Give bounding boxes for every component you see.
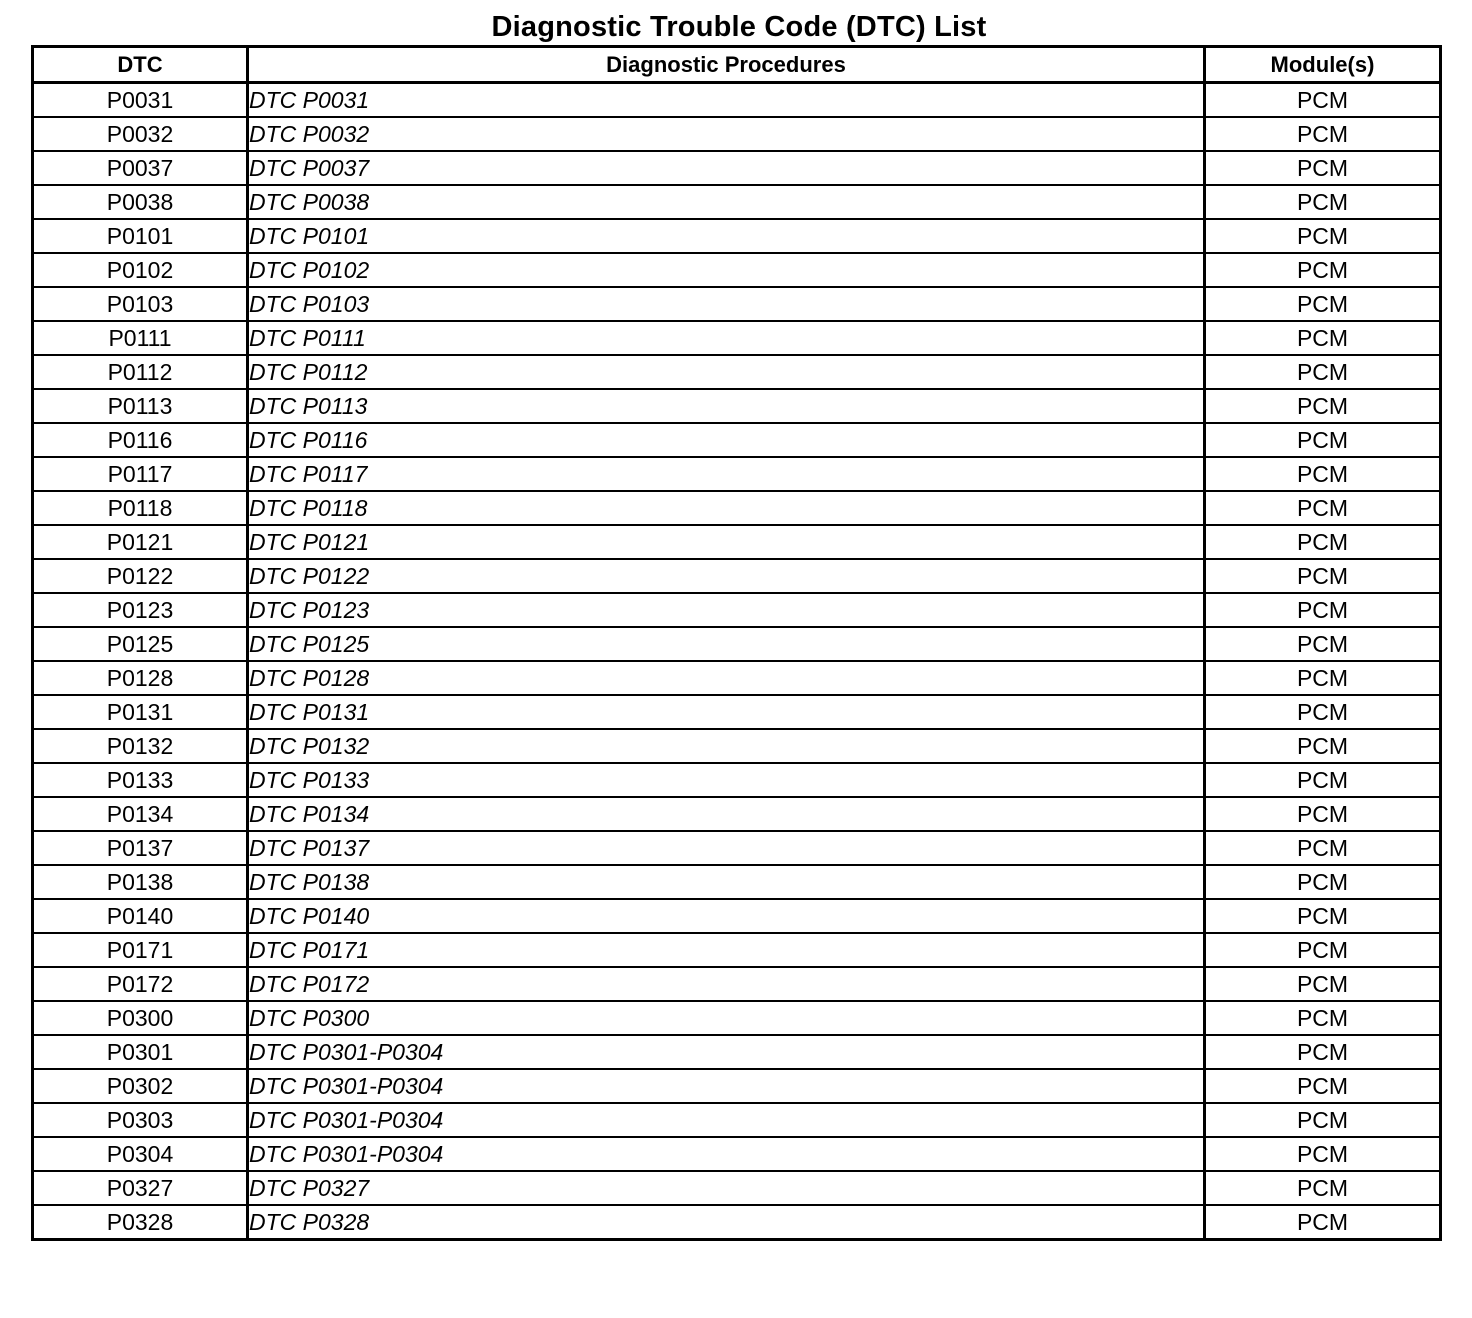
dtc-code-cell: P0113 [33, 389, 248, 423]
column-header-dtc: DTC [33, 47, 248, 83]
dtc-code-cell: P0031 [33, 83, 248, 118]
dtc-code-cell: P0111 [33, 321, 248, 355]
dtc-code-cell: P0102 [33, 253, 248, 287]
module-cell: PCM [1205, 933, 1441, 967]
table-row [33, 321, 1441, 355]
module-cell: PCM [1205, 1069, 1441, 1103]
table-row [33, 797, 1441, 831]
dtc-code-cell: P0172 [33, 967, 248, 1001]
procedure-link[interactable]: DTC P0128 [248, 661, 1205, 695]
procedure-link[interactable]: DTC P0140 [248, 899, 1205, 933]
module-cell: PCM [1205, 967, 1441, 1001]
module-cell: PCM [1205, 83, 1441, 118]
dtc-code-cell: P0128 [33, 661, 248, 695]
module-cell: PCM [1205, 1035, 1441, 1069]
dtc-code-cell: P0122 [33, 559, 248, 593]
dtc-code-cell: P0328 [33, 1205, 248, 1240]
dtc-code-cell: P0121 [33, 525, 248, 559]
table-row [33, 355, 1441, 389]
table-row [33, 491, 1441, 525]
procedure-link[interactable]: DTC P0301-P0304 [248, 1137, 1205, 1171]
table-row [33, 763, 1441, 797]
dtc-code-cell: P0117 [33, 457, 248, 491]
table-row [33, 661, 1441, 695]
table-row [33, 593, 1441, 627]
dtc-code-cell: P0037 [33, 151, 248, 185]
table-row [33, 899, 1441, 933]
dtc-code-cell: P0123 [33, 593, 248, 627]
module-cell: PCM [1205, 559, 1441, 593]
column-header-modules: Module(s) [1205, 47, 1441, 83]
module-cell: PCM [1205, 729, 1441, 763]
procedure-link[interactable]: DTC P0031 [248, 83, 1205, 118]
table-row [33, 831, 1441, 865]
procedure-link[interactable]: DTC P0300 [248, 1001, 1205, 1035]
module-cell: PCM [1205, 457, 1441, 491]
module-cell: PCM [1205, 253, 1441, 287]
module-cell: PCM [1205, 287, 1441, 321]
procedure-link[interactable]: DTC P0117 [248, 457, 1205, 491]
table-row [33, 1069, 1441, 1103]
module-cell: PCM [1205, 593, 1441, 627]
table-row [33, 627, 1441, 661]
module-cell: PCM [1205, 1001, 1441, 1035]
procedure-link[interactable]: DTC P0171 [248, 933, 1205, 967]
procedure-link[interactable]: DTC P0102 [248, 253, 1205, 287]
table-row [33, 253, 1441, 287]
module-cell: PCM [1205, 525, 1441, 559]
dtc-code-cell: P0112 [33, 355, 248, 389]
dtc-code-cell: P0138 [33, 865, 248, 899]
dtc-code-cell: P0140 [33, 899, 248, 933]
procedure-link[interactable]: DTC P0138 [248, 865, 1205, 899]
dtc-table [31, 45, 1442, 1241]
dtc-code-cell: P0137 [33, 831, 248, 865]
procedure-link[interactable]: DTC P0125 [248, 627, 1205, 661]
table-row [33, 83, 1441, 118]
module-cell: PCM [1205, 695, 1441, 729]
procedure-link[interactable]: DTC P0132 [248, 729, 1205, 763]
procedure-link[interactable]: DTC P0118 [248, 491, 1205, 525]
module-cell: PCM [1205, 763, 1441, 797]
procedure-link[interactable]: DTC P0301-P0304 [248, 1069, 1205, 1103]
module-cell: PCM [1205, 831, 1441, 865]
procedure-link[interactable]: DTC P0137 [248, 831, 1205, 865]
table-row [33, 559, 1441, 593]
table-row [33, 1035, 1441, 1069]
table-header-row [33, 47, 1441, 83]
module-cell: PCM [1205, 355, 1441, 389]
module-cell: PCM [1205, 117, 1441, 151]
dtc-code-cell: P0301 [33, 1035, 248, 1069]
procedure-link[interactable]: DTC P0113 [248, 389, 1205, 423]
module-cell: PCM [1205, 321, 1441, 355]
procedure-link[interactable]: DTC P0301-P0304 [248, 1035, 1205, 1069]
table-row [33, 287, 1441, 321]
dtc-code-cell: P0171 [33, 933, 248, 967]
table-row [33, 933, 1441, 967]
table-row [33, 1001, 1441, 1035]
module-cell: PCM [1205, 661, 1441, 695]
dtc-code-cell: P0327 [33, 1171, 248, 1205]
column-header-procedures: Diagnostic Procedures [248, 47, 1205, 83]
module-cell: PCM [1205, 185, 1441, 219]
module-cell: PCM [1205, 1171, 1441, 1205]
dtc-code-cell: P0302 [33, 1069, 248, 1103]
procedure-link[interactable]: DTC P0327 [248, 1171, 1205, 1205]
procedure-link[interactable]: DTC P0111 [248, 321, 1205, 355]
table-row [33, 185, 1441, 219]
table-row [33, 1205, 1441, 1240]
module-cell: PCM [1205, 865, 1441, 899]
dtc-code-cell: P0133 [33, 763, 248, 797]
dtc-code-cell: P0300 [33, 1001, 248, 1035]
table-row [33, 525, 1441, 559]
table-row [33, 423, 1441, 457]
procedure-link[interactable]: DTC P0101 [248, 219, 1205, 253]
dtc-code-cell: P0032 [33, 117, 248, 151]
module-cell: PCM [1205, 899, 1441, 933]
table-row [33, 219, 1441, 253]
dtc-code-cell: P0103 [33, 287, 248, 321]
procedure-link[interactable]: DTC P0116 [248, 423, 1205, 457]
table-row [33, 117, 1441, 151]
dtc-code-cell: P0038 [33, 185, 248, 219]
table-row [33, 729, 1441, 763]
procedure-link[interactable]: DTC P0133 [248, 763, 1205, 797]
dtc-code-cell: P0134 [33, 797, 248, 831]
module-cell: PCM [1205, 423, 1441, 457]
procedure-link[interactable]: DTC P0121 [248, 525, 1205, 559]
table-row [33, 457, 1441, 491]
table-row [33, 1171, 1441, 1205]
procedure-link[interactable]: DTC P0131 [248, 695, 1205, 729]
procedure-link[interactable]: DTC P0172 [248, 967, 1205, 1001]
table-row [33, 1103, 1441, 1137]
dtc-code-cell: P0125 [33, 627, 248, 661]
dtc-code-cell: P0101 [33, 219, 248, 253]
table-row [33, 151, 1441, 185]
table-row [33, 1137, 1441, 1171]
module-cell: PCM [1205, 627, 1441, 661]
table-row [33, 695, 1441, 729]
table-row [33, 865, 1441, 899]
procedure-link[interactable]: DTC P0328 [248, 1205, 1205, 1240]
procedure-link[interactable]: DTC P0112 [248, 355, 1205, 389]
table-body [33, 83, 1441, 1240]
procedure-link[interactable]: DTC P0123 [248, 593, 1205, 627]
module-cell: PCM [1205, 151, 1441, 185]
module-cell: PCM [1205, 1103, 1441, 1137]
dtc-code-cell: P0303 [33, 1103, 248, 1137]
dtc-code-cell: P0304 [33, 1137, 248, 1171]
module-cell: PCM [1205, 797, 1441, 831]
dtc-code-cell: P0116 [33, 423, 248, 457]
module-cell: PCM [1205, 1137, 1441, 1171]
procedure-link[interactable]: DTC P0122 [248, 559, 1205, 593]
procedure-link[interactable]: DTC P0301-P0304 [248, 1103, 1205, 1137]
dtc-code-cell: P0118 [33, 491, 248, 525]
table-row [33, 389, 1441, 423]
table-row [33, 967, 1441, 1001]
procedure-link[interactable]: DTC P0134 [248, 797, 1205, 831]
module-cell: PCM [1205, 219, 1441, 253]
dtc-code-cell: P0132 [33, 729, 248, 763]
module-cell: PCM [1205, 491, 1441, 525]
dtc-code-cell: P0131 [33, 695, 248, 729]
page-title: Diagnostic Trouble Code (DTC) List [491, 11, 987, 43]
procedure-link[interactable]: DTC P0037 [248, 151, 1205, 185]
procedure-link[interactable]: DTC P0038 [248, 185, 1205, 219]
procedure-link[interactable]: DTC P0103 [248, 287, 1205, 321]
module-cell: PCM [1205, 389, 1441, 423]
procedure-link[interactable]: DTC P0032 [248, 117, 1205, 151]
module-cell: PCM [1205, 1205, 1441, 1240]
